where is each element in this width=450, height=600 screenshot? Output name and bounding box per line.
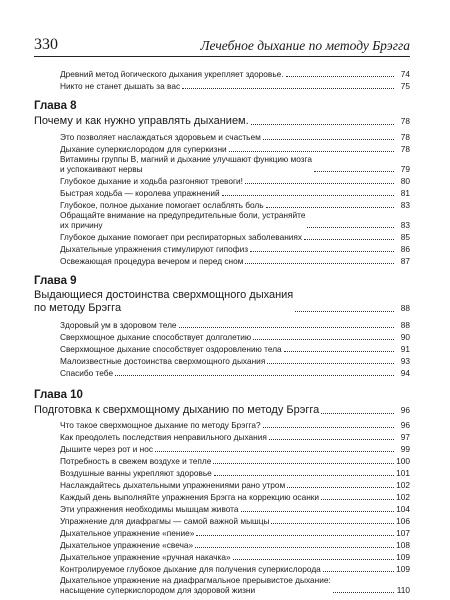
leader-dots <box>253 338 394 340</box>
leader-dots <box>115 374 394 376</box>
leader-dots <box>333 591 394 593</box>
chapter-8-label: Глава 8 <box>34 100 77 112</box>
toc-entry-text: Малоизвестные достоинства сверхмощного дыхания <box>60 356 266 366</box>
leader-dots <box>250 250 394 252</box>
toc-entry-text: насыщение суперкислородом для здоровой жизни <box>60 585 256 595</box>
toc-entry <box>60 564 410 574</box>
toc-entry <box>60 154 410 174</box>
chapter-title-text: Почему и как нужно управлять дыханием. <box>34 115 249 127</box>
leader-dots <box>307 226 394 228</box>
toc-entry <box>60 356 410 366</box>
toc-entry-text: Эти упражнения необходимы мышцам живота <box>60 504 239 514</box>
leader-dots <box>321 498 394 500</box>
toc-entry-page: 93 <box>400 356 410 366</box>
toc-entry-page: 74 <box>400 69 410 79</box>
leader-dots <box>263 426 394 428</box>
leader-dots <box>245 262 394 264</box>
toc-entry <box>60 444 410 454</box>
toc-entry <box>60 244 410 254</box>
toc-entry <box>60 320 410 330</box>
leader-dots <box>295 310 394 312</box>
toc-entry-page: 101 <box>396 468 410 478</box>
toc-entry-text: Дыхательное упражнение на диафрагмальное прерывистое дыхание: <box>60 575 331 585</box>
toc-entry-page: 109 <box>396 552 410 562</box>
toc-entry <box>60 332 410 342</box>
toc-entry <box>60 528 410 538</box>
toc-entry-page: 86 <box>400 244 410 254</box>
leader-dots <box>241 510 394 512</box>
toc-entry-page: 110 <box>396 585 410 595</box>
toc-entry-text: Дыхательное упражнение «свеча» <box>60 540 194 550</box>
toc-entry-page: 107 <box>396 528 410 538</box>
toc-entry <box>60 456 410 466</box>
chapter-10-label: Глава 10 <box>34 389 83 401</box>
toc-entry-page: 79 <box>400 164 410 174</box>
toc-entry-text: Упражнение для диафрагмы — самой важной мышцы <box>60 516 270 526</box>
toc-entry <box>60 344 410 354</box>
leader-dots <box>323 570 394 572</box>
toc-entry <box>60 516 410 526</box>
toc-entry-page: 90 <box>400 332 410 342</box>
chapter-page: 88 <box>400 303 410 313</box>
leader-dots <box>179 326 394 328</box>
leader-dots <box>286 75 394 77</box>
toc-entry-page: 106 <box>396 516 410 526</box>
toc-entry-page: 97 <box>400 432 410 442</box>
toc-entry-text: Никто не станет дышать за вас <box>60 81 181 91</box>
toc-entry <box>60 492 410 502</box>
toc-entry <box>60 210 410 230</box>
toc-entry-page: 109 <box>396 564 410 574</box>
leader-dots <box>233 558 394 560</box>
leader-dots <box>251 123 394 125</box>
toc-entry <box>60 552 410 562</box>
toc-entry <box>60 132 410 142</box>
leader-dots <box>284 350 394 352</box>
toc-entry <box>60 480 410 490</box>
leader-dots <box>314 170 394 172</box>
toc-entry <box>60 468 410 478</box>
chapter-title-text: Выдающиеся достоинства сверхмощного дыхания <box>34 289 294 301</box>
toc-entry-page: 108 <box>396 540 410 550</box>
toc-entry <box>60 420 410 430</box>
toc-entry <box>60 200 410 210</box>
header-rule <box>34 56 410 57</box>
chapter-8-title <box>34 115 410 128</box>
toc-entry-text: Воздушные ванны укрепляют здоровье <box>60 468 212 478</box>
leader-dots <box>213 462 394 464</box>
toc-entry-page: 75 <box>400 81 410 91</box>
toc-entry-text: Наслаждайтесь дыхательными упражнениями рано утром <box>60 480 286 490</box>
toc-entry-text: Обращайте внимание на предупредительные боли, устраняйте <box>60 210 306 220</box>
page-number: 330 <box>34 36 58 53</box>
leader-dots <box>245 182 394 184</box>
toc-entry-page: 83 <box>400 200 410 210</box>
toc-entry-text: Глубокое дыхание и ходьба разгоняют тревоги! <box>60 176 243 186</box>
leader-dots <box>196 534 394 536</box>
running-title: Лечебное дыхание по методу Брэгга <box>200 38 410 53</box>
toc-entry-page: 94 <box>400 368 410 378</box>
leader-dots <box>304 238 394 240</box>
toc-entry-page: 85 <box>400 232 410 242</box>
toc-entry <box>60 256 410 266</box>
toc-entry <box>60 144 410 154</box>
toc-entry-text: Древний метод йогического дыхания укрепляет здоровье. <box>60 69 284 79</box>
toc-entry <box>60 188 410 198</box>
toc-entry-text: Глубокое дыхание помогает при респираторных заболеваниях <box>60 232 303 242</box>
toc-entry-text: Дыхание суперкислородом для суперкизни <box>60 144 227 154</box>
toc-entry-text: Здоровый ум в здоровом теле <box>60 320 177 330</box>
toc-entry <box>60 432 410 442</box>
leader-dots <box>229 150 394 152</box>
toc-entry-page: 83 <box>400 220 410 230</box>
toc-entry <box>60 575 410 595</box>
toc-entry-text: Дыхательные упражнения стимулируют гипофиз <box>60 244 249 254</box>
toc-entry-text: Что такое сверхмощное дыхание по методу Брэгга? <box>60 420 261 430</box>
toc-entry-page: 88 <box>400 320 410 330</box>
toc-entry-page: 80 <box>400 176 410 186</box>
toc-entry-text: Контролируемое глубокое дыхание для получения суперкислорода <box>60 564 321 574</box>
toc-entry <box>60 69 410 79</box>
toc-entry-text: Быстрая ходьба — королева упражнений <box>60 188 220 198</box>
toc-entry-text: и успокаивают нервы <box>60 164 143 174</box>
toc-entry-text: Спасибо тебе <box>60 368 114 378</box>
toc-entry-page: 81 <box>400 188 410 198</box>
toc-entry-text: Дыхательное упражнение «ручная накачка» <box>60 552 231 562</box>
toc-entry <box>60 540 410 550</box>
leader-dots <box>287 486 394 488</box>
toc-entry-text: Это позволяет наслаждаться здоровьем и счастьем <box>60 132 261 142</box>
toc-entry-text: Сверхмощное дыхание способствует оздоровлению тела <box>60 344 282 354</box>
chapter-9-label: Глава 9 <box>34 275 77 287</box>
toc-entry-page: 99 <box>400 444 410 454</box>
toc-entry <box>60 232 410 242</box>
toc-entry-page: 96 <box>400 420 410 430</box>
toc-entry-text: Дыхательное упражнение «пение» <box>60 528 195 538</box>
toc-entry-page: 100 <box>396 456 410 466</box>
toc-entry <box>60 368 410 378</box>
toc-entry <box>60 81 410 91</box>
toc-entry-text: Как преодолеть последствия неправильного дыхания <box>60 432 267 442</box>
toc-entry-page: 87 <box>400 256 410 266</box>
toc-entry-page: 104 <box>396 504 410 514</box>
leader-dots <box>266 206 394 208</box>
toc-entry-text: Потребность в свежем воздухе и тепле <box>60 456 212 466</box>
toc-entry-text: Глубокое, полное дыхание помогает ослаблять боль <box>60 200 264 210</box>
toc-entry <box>60 176 410 186</box>
toc-entry-page: 91 <box>400 344 410 354</box>
toc-entry-page: 102 <box>396 492 410 502</box>
leader-dots <box>321 412 394 414</box>
chapter-9-title <box>34 289 410 315</box>
leader-dots <box>214 474 394 476</box>
toc-entry-text: их причину <box>60 220 103 230</box>
chapter-title-text: Подготовка к сверхмощному дыханию по методу Брэгга <box>34 404 320 416</box>
leader-dots <box>195 546 394 548</box>
toc-entry <box>60 504 410 514</box>
page-header <box>34 36 410 56</box>
toc-entry-page: 102 <box>396 480 410 490</box>
toc-entry-text: Освежающая процедура вечером и перед сном <box>60 256 244 266</box>
leader-dots <box>267 362 394 364</box>
leader-dots <box>263 138 394 140</box>
leader-dots <box>182 87 394 89</box>
leader-dots <box>222 194 394 196</box>
toc-entry-text: Витамины группы B, магний и дыхание улучшают функцию мозга <box>60 154 313 164</box>
toc-entry-page: 78 <box>400 144 410 154</box>
chapter-page: 78 <box>400 116 410 126</box>
leader-dots <box>269 438 394 440</box>
leader-dots <box>155 450 394 452</box>
toc-entry-text: Каждый день выполняйте упражнения Брэгга на коррекцию осанки <box>60 492 320 502</box>
chapter-10-title <box>34 404 410 417</box>
toc-entry-text: Сверхмощное дыхание способствует долголетию <box>60 332 252 342</box>
leader-dots <box>271 522 394 524</box>
chapter-page: 96 <box>400 405 410 415</box>
toc-entry-page: 78 <box>400 132 410 142</box>
chapter-title-text: по методу Брэгга <box>34 302 122 314</box>
toc-entry-text: Дышите через рот и нос <box>60 444 154 454</box>
